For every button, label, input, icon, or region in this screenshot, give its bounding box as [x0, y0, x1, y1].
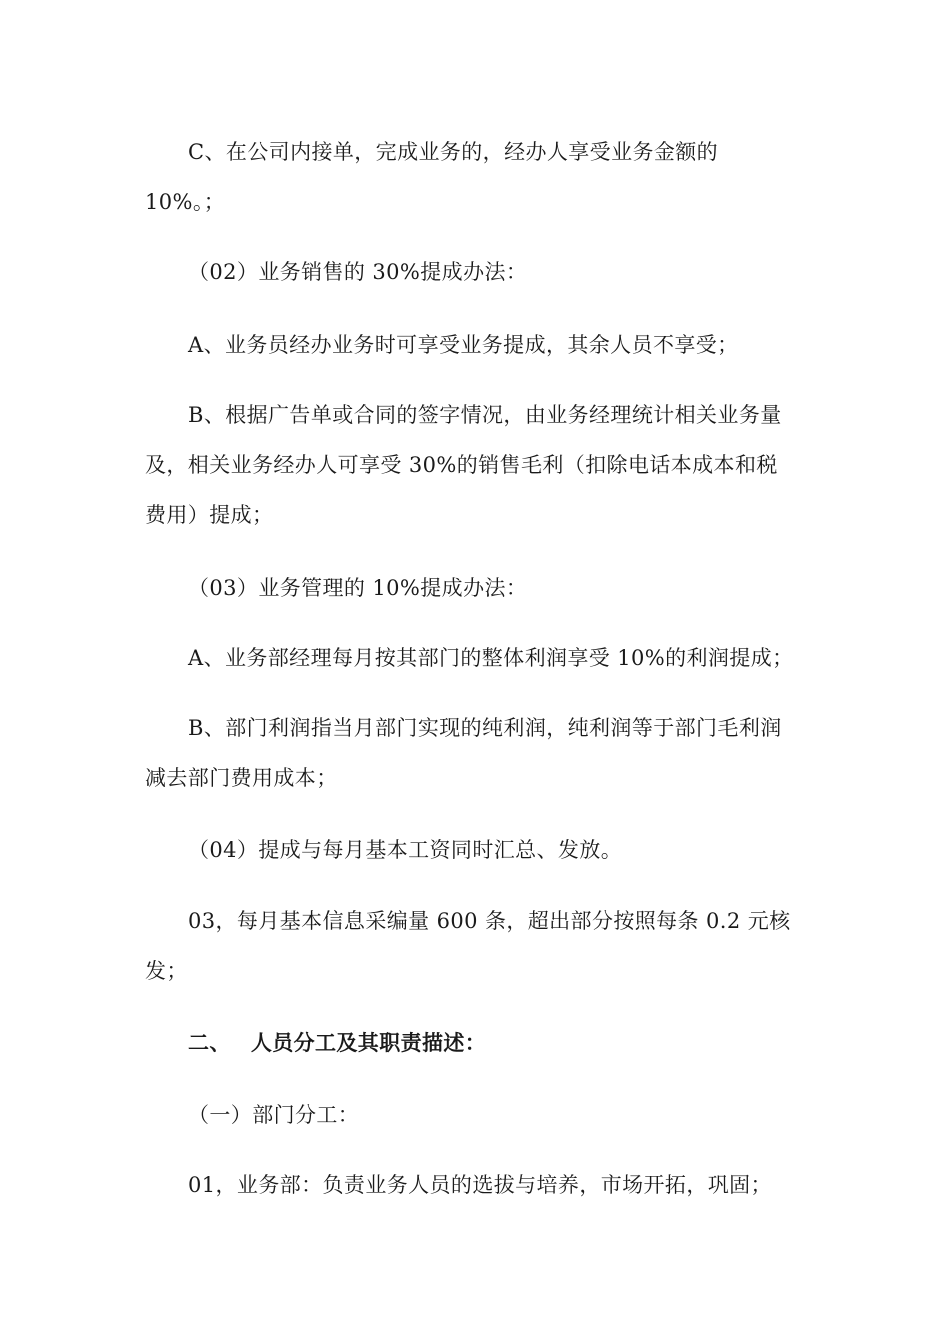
- section-number: 二、: [188, 1030, 231, 1055]
- paragraph-03-info-line-1: 03，每月基本信息采编量 600 条，超出部分按照每条 0.2 元核: [188, 909, 791, 933]
- paragraph-b-line-1: B、根据广告单或合同的签字情况，由业务经理统计相关业务量: [188, 403, 782, 427]
- paragraph-01-business-dept: 01，业务部：负责业务人员的选拔与培养，市场开拓，巩固；: [188, 1173, 772, 1197]
- heading-03-management-commission: （03）业务管理的 10%提成办法：: [188, 576, 528, 600]
- section-heading: [188, 1030, 486, 1056]
- paragraph-c-line-2: 10%。；: [145, 190, 226, 214]
- paragraph-03-info-line-2: 发；: [145, 959, 188, 983]
- paragraph-b-line-2: 及，相关业务经办人可享受 30%的销售毛利（扣除电话本成本和税: [145, 453, 778, 477]
- paragraph-a-salesperson: A、业务员经办业务时可享受业务提成，其余人员不享受；: [188, 333, 739, 357]
- paragraph-c-line-1: C、在公司内接单，完成业务的，经办人享受业务金额的: [188, 140, 719, 164]
- paragraph-04-payout: （04）提成与每月基本工资同时汇总、发放。: [188, 838, 623, 862]
- paragraph-b-line-3: 费用）提成；: [145, 503, 274, 527]
- paragraph-b-profit-line-2: 减去部门费用成本；: [145, 766, 338, 790]
- paragraph-b-profit-line-1: B、部门利润指当月部门实现的纯利润，纯利润等于部门毛利润: [188, 716, 782, 740]
- subheading-department-division: （一）部门分工：: [188, 1103, 360, 1127]
- section-title: 人员分工及其职责描述：: [250, 1030, 487, 1055]
- paragraph-a-manager: A、业务部经理每月按其部门的整体利润享受 10%的利润提成；: [188, 646, 794, 670]
- heading-02-sales-commission: （02）业务销售的 30%提成办法：: [188, 260, 528, 284]
